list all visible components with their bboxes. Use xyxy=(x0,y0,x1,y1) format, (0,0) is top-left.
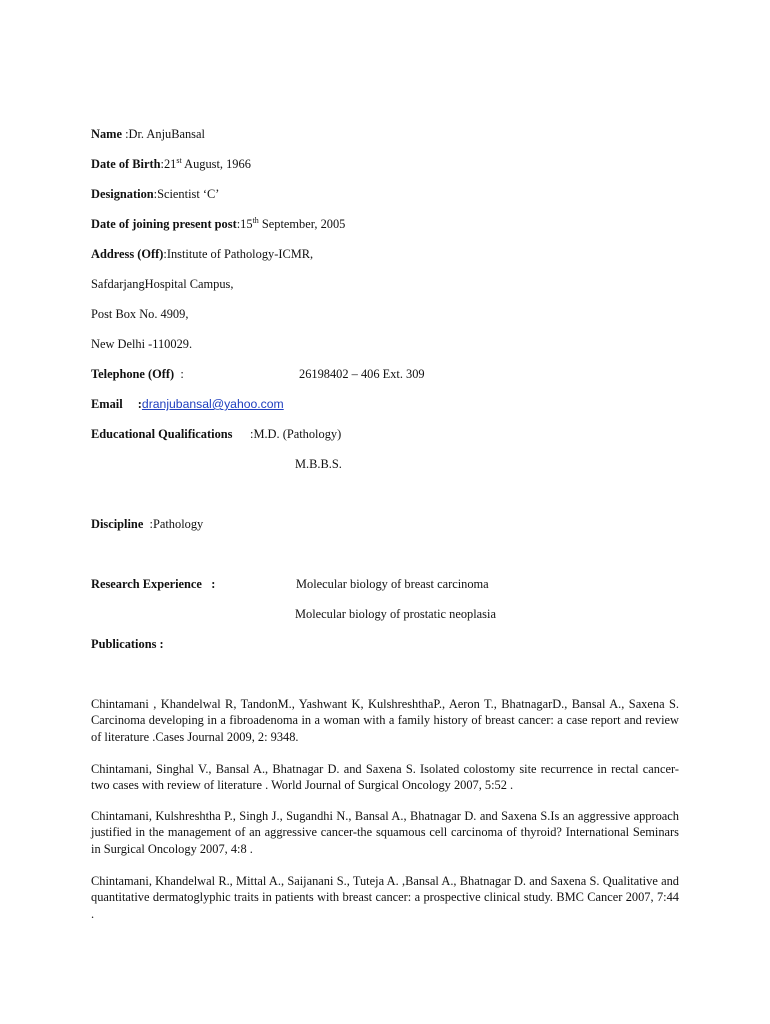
publications-heading xyxy=(91,636,164,652)
designation-label: Designation xyxy=(91,187,154,201)
email-row xyxy=(91,396,284,412)
telephone-row xyxy=(91,366,184,382)
discipline-label: Discipline xyxy=(91,517,144,531)
name-value: :Dr. AnjuBansal xyxy=(125,127,205,141)
telephone-colon: : xyxy=(180,367,184,381)
joining-label: Date of joining present post xyxy=(91,217,237,231)
publications-label: Publications : xyxy=(91,637,164,651)
dob-label: Date of Birth xyxy=(91,157,161,171)
joining-value-suffix: th xyxy=(252,216,259,225)
address-line-1: :Institute of Pathology-ICMR, xyxy=(163,247,314,261)
dob-row xyxy=(91,156,251,172)
research-colon: : xyxy=(211,577,216,591)
email-colon: : xyxy=(137,397,142,411)
email-link[interactable]: dranjubansal@yahoo.com xyxy=(141,397,284,411)
publication-item: Chintamani, Singhal V., Bansal A., Bhatnagar D. and Saxena S. Isolated colostomy site recurrence in rectal cancer-two cases with review of literature . World Journal of Surgical Oncology 2007, 5:52 . xyxy=(91,762,679,793)
joining-row xyxy=(91,216,345,232)
dob-value-rest: August, 1966 xyxy=(181,157,251,171)
education-label: Educational Qualifications xyxy=(91,427,233,441)
research-value-1: Molecular biology of breast carcinoma xyxy=(296,577,489,591)
dob-value-suffix: st xyxy=(176,156,182,165)
address-line-2: SafdarjangHospital Campus, xyxy=(91,277,234,291)
publication-item: Chintamani, Khandelwal R., Mittal A., Saijanani S., Tuteja A. ,Bansal A., Bhatnagar D. and Saxena S. Qualitative and quantitative dermatoglyphic traits in patients with breast cancer: a prospective clinical study. BMC Cancer 2007, 7:44 . xyxy=(91,874,679,921)
research-value-2: Molecular biology of prostatic neoplasia xyxy=(295,607,496,621)
publication-item: Chintamani, Kulshreshtha P., Singh J., Sugandhi N., Bansal A., Bhatnagar D. and Saxena S.Is an aggressive approach justified in the management of an aggressive cancer-the squamous cell carcinoma of thyroid? International Seminars in Surgical Oncology 2007, 4:8 . xyxy=(91,809,679,856)
discipline-value: :Pathology xyxy=(149,517,204,531)
email-label: Email xyxy=(91,397,123,411)
education-value-1: :M.D. (Pathology) xyxy=(250,427,342,441)
research-label: Research Experience xyxy=(91,577,202,591)
education-row xyxy=(91,426,232,442)
publication-item: Chintamani , Khandelwal R, TandonM., Yashwant K, KulshreshthaP., Aeron T., BhatnagarD., Bansal A., Saxena S. Carcinoma developing in a fibroadenoma in a woman with a family history of breast cancer: a case report and review of literature .Cases Journal 2009, 2: 9348. xyxy=(91,697,679,744)
designation-value: :Scientist ‘C’ xyxy=(153,187,220,201)
address-line-4: New Delhi -110029. xyxy=(91,337,193,351)
address-row xyxy=(91,246,313,262)
telephone-label: Telephone (Off) xyxy=(91,367,175,381)
research-row xyxy=(91,576,215,592)
address-line-3: Post Box No. 4909, xyxy=(91,307,189,321)
education-value-2: M.B.B.S. xyxy=(295,457,342,471)
address-label: Address (Off) xyxy=(91,247,164,261)
name-row xyxy=(91,126,205,142)
joining-value-day: :15 xyxy=(236,217,253,231)
designation-row xyxy=(91,186,219,202)
dob-value-day: :21 xyxy=(160,157,177,171)
discipline-row xyxy=(91,516,203,532)
joining-value-rest: September, 2005 xyxy=(258,217,346,231)
telephone-value: 26198402 – 406 Ext. 309 xyxy=(299,367,425,381)
name-label: Name xyxy=(91,127,122,141)
